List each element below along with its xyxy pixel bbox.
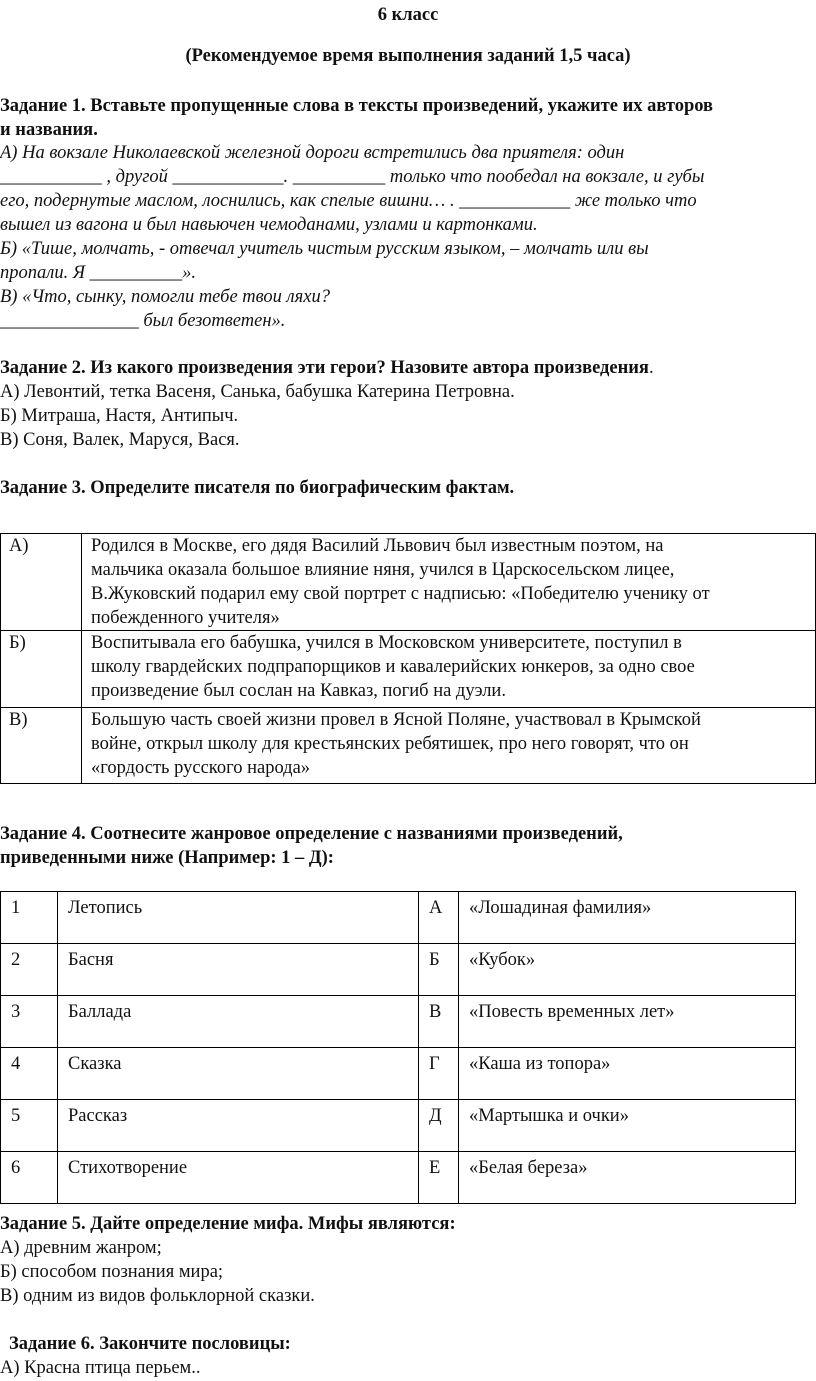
row-text-line: Воспитывала его бабушка, учился в Московском университете, поступил в bbox=[91, 633, 682, 653]
work-cell: «Белая береза» bbox=[459, 1152, 796, 1204]
task2-title-end: . bbox=[648, 358, 654, 378]
row-text-line: произведение был сослан на Кавказ, погиб на дуэли. bbox=[91, 681, 506, 701]
task3-title: Задание 3. Определите писателя по биографическим фактам. bbox=[0, 478, 515, 498]
task1-title-line1: Задание 1. Вставьте пропущенные слова в тексты произведений, укажите их авторов bbox=[0, 96, 714, 116]
table-row bbox=[1, 1100, 796, 1152]
work-cell: «Каша из топора» bbox=[459, 1048, 796, 1100]
genre-cell: Летопись bbox=[58, 892, 419, 944]
row-text-line: «гордость русского народа» bbox=[91, 758, 311, 778]
work-cell: «Повесть временных лет» bbox=[459, 996, 796, 1048]
task1-text-line: его, подернутые маслом, лоснились, как спелые вишни… . ____________ же только что bbox=[0, 191, 697, 211]
row-number: 3 bbox=[1, 996, 58, 1048]
row-text-line: Большую часть своей жизни провел в Ясной Поляне, участвовал в Крымской bbox=[91, 710, 701, 730]
task5-title: Задание 5. Дайте определение мифа. Мифы являются: bbox=[0, 1214, 456, 1234]
table-row bbox=[1, 996, 796, 1048]
task2-item: Б) Митраша, Настя, Антипыч. bbox=[0, 406, 239, 426]
letter-cell: А bbox=[419, 892, 459, 944]
table-row bbox=[1, 708, 816, 784]
letter-cell: Б bbox=[419, 944, 459, 996]
work-cell: «Мартышка и очки» bbox=[459, 1100, 796, 1152]
task1-text-line: пропали. Я __________». bbox=[0, 263, 196, 283]
row-number: 4 bbox=[1, 1048, 58, 1100]
row-number: 5 bbox=[1, 1100, 58, 1152]
row-text-line: Родился в Москве, его дядя Василий Львович был известным поэтом, на bbox=[91, 536, 664, 556]
table-row bbox=[1, 944, 796, 996]
task1-text-line: В) «Что, сынку, помогли тебе твои ляхи? bbox=[0, 287, 330, 307]
task5-item: В) одним из видов фольклорной сказки. bbox=[0, 1286, 315, 1306]
task1-text-line: _______________ был безответен». bbox=[0, 311, 286, 331]
row-number: 2 bbox=[1, 944, 58, 996]
task1-text-line: вышел из вагона и был навьючен чемоданами, узлами и картонками. bbox=[0, 215, 538, 235]
row-number: 1 bbox=[1, 892, 58, 944]
table-row bbox=[1, 534, 816, 631]
task6-item: А) Красна птица перьем.. bbox=[0, 1358, 201, 1378]
row-text bbox=[82, 534, 816, 631]
genre-cell: Стихотворение bbox=[58, 1152, 419, 1204]
row-label: А) bbox=[1, 534, 82, 631]
task5-item: Б) способом познания мира; bbox=[0, 1262, 224, 1282]
row-text-line: школу гвардейских подпрапорщиков и кавалерийских юнкеров, за одно свое bbox=[91, 657, 695, 677]
table-row bbox=[1, 631, 816, 708]
letter-cell: В bbox=[419, 996, 459, 1048]
row-label: В) bbox=[1, 708, 82, 784]
time-note: (Рекомендуемое время выполнения заданий 1,5 часа) bbox=[185, 46, 631, 66]
task4-title-line2: приведенными ниже (Например: 1 – Д): bbox=[0, 848, 334, 868]
genre-cell: Басня bbox=[58, 944, 419, 996]
letter-cell: Г bbox=[419, 1048, 459, 1100]
task2-item: А) Левонтий, тетка Васеня, Санька, бабушка Катерина Петровна. bbox=[0, 382, 515, 402]
genre-cell: Рассказ bbox=[58, 1100, 419, 1152]
row-text-line: В.Жуковский подарил ему свой портрет с надписью: «Победителю ученику от bbox=[91, 584, 710, 604]
genre-cell: Сказка bbox=[58, 1048, 419, 1100]
row-text bbox=[82, 631, 816, 708]
genre-cell: Баллада bbox=[58, 996, 419, 1048]
row-text-line: побежденного учителя» bbox=[91, 608, 280, 628]
letter-cell: Д bbox=[419, 1100, 459, 1152]
table-row bbox=[1, 892, 796, 944]
biography-table bbox=[0, 533, 816, 784]
task1-title-line2: и названия. bbox=[0, 120, 98, 140]
grade-heading: 6 класс bbox=[377, 5, 439, 25]
task5-item: А) древним жанром; bbox=[0, 1238, 162, 1258]
task6-title: Задание 6. Закончите пословицы: bbox=[9, 1334, 291, 1354]
task4-title-line1: Задание 4. Соотнесите жанровое определение с названиями произведений, bbox=[0, 824, 623, 844]
table-row bbox=[1, 1048, 796, 1100]
work-cell: «Кубок» bbox=[459, 944, 796, 996]
task2-title bbox=[0, 356, 654, 381]
task1-text-line: А) На вокзале Николаевской железной дороги встретились два приятеля: один bbox=[0, 143, 625, 163]
row-number: 6 bbox=[1, 1152, 58, 1204]
task2-title-text: Задание 2. Из какого произведения эти герои? Назовите автора произведения bbox=[0, 358, 649, 378]
row-label: Б) bbox=[1, 631, 82, 708]
work-cell: «Лошадиная фамилия» bbox=[459, 892, 796, 944]
letter-cell: Е bbox=[419, 1152, 459, 1204]
task1-text-line: Б) «Тише, молчать, - отвечал учитель чистым русским языком, – молчать или вы bbox=[0, 239, 649, 259]
task1-text-line: ___________ , другой ____________. __________ только что пообедал на вокзале, и губы bbox=[0, 167, 705, 187]
row-text-line: мальчика оказала большое влияние няня, учился в Царскосельском лицее, bbox=[91, 560, 675, 580]
task2-item: В) Соня, Валек, Маруся, Вася. bbox=[0, 430, 240, 450]
genre-matching-table bbox=[0, 891, 796, 1204]
table-row bbox=[1, 1152, 796, 1204]
row-text bbox=[82, 708, 816, 784]
row-text-line: войне, открыл школу для крестьянских ребятишек, про него говорят, что он bbox=[91, 734, 689, 754]
